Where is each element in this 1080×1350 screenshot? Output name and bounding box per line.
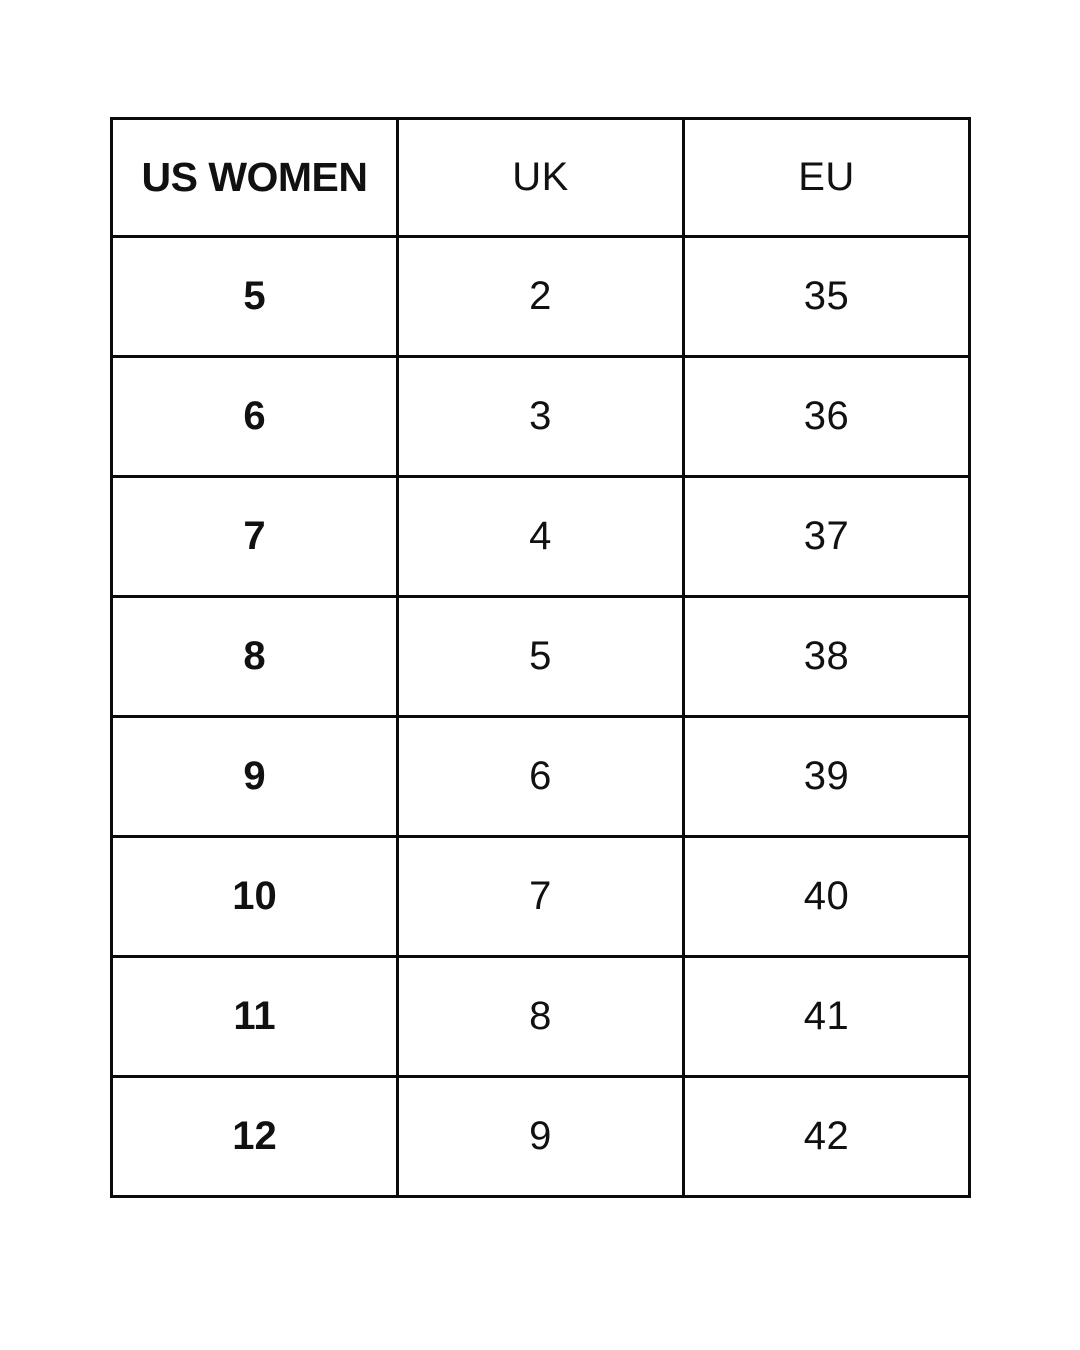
uk-size-cell: 4 bbox=[398, 477, 684, 597]
header-eu: EU bbox=[684, 119, 970, 237]
table-row bbox=[112, 837, 970, 957]
us-size-cell: 12 bbox=[112, 1077, 398, 1197]
eu-size-cell: 36 bbox=[684, 357, 970, 477]
eu-size-cell: 42 bbox=[684, 1077, 970, 1197]
uk-size-cell: 6 bbox=[398, 717, 684, 837]
us-size-cell: 9 bbox=[112, 717, 398, 837]
table-row bbox=[112, 357, 970, 477]
table-row bbox=[112, 477, 970, 597]
table-row bbox=[112, 597, 970, 717]
uk-size-cell: 5 bbox=[398, 597, 684, 717]
eu-size-cell: 41 bbox=[684, 957, 970, 1077]
uk-size-cell: 2 bbox=[398, 237, 684, 357]
header-uk: UK bbox=[398, 119, 684, 237]
us-size-cell: 7 bbox=[112, 477, 398, 597]
us-size-cell: 6 bbox=[112, 357, 398, 477]
uk-size-cell: 3 bbox=[398, 357, 684, 477]
eu-size-cell: 39 bbox=[684, 717, 970, 837]
table-row bbox=[112, 1077, 970, 1197]
us-size-cell: 8 bbox=[112, 597, 398, 717]
eu-size-cell: 37 bbox=[684, 477, 970, 597]
us-size-cell: 10 bbox=[112, 837, 398, 957]
uk-size-cell: 7 bbox=[398, 837, 684, 957]
size-conversion-table bbox=[110, 117, 971, 1198]
eu-size-cell: 35 bbox=[684, 237, 970, 357]
table-row bbox=[112, 237, 970, 357]
header-us-women: US WOMEN bbox=[112, 119, 398, 237]
table-row bbox=[112, 957, 970, 1077]
eu-size-cell: 38 bbox=[684, 597, 970, 717]
uk-size-cell: 8 bbox=[398, 957, 684, 1077]
us-size-cell: 11 bbox=[112, 957, 398, 1077]
table-row bbox=[112, 717, 970, 837]
uk-size-cell: 9 bbox=[398, 1077, 684, 1197]
us-size-cell: 5 bbox=[112, 237, 398, 357]
header-row bbox=[112, 119, 970, 237]
eu-size-cell: 40 bbox=[684, 837, 970, 957]
